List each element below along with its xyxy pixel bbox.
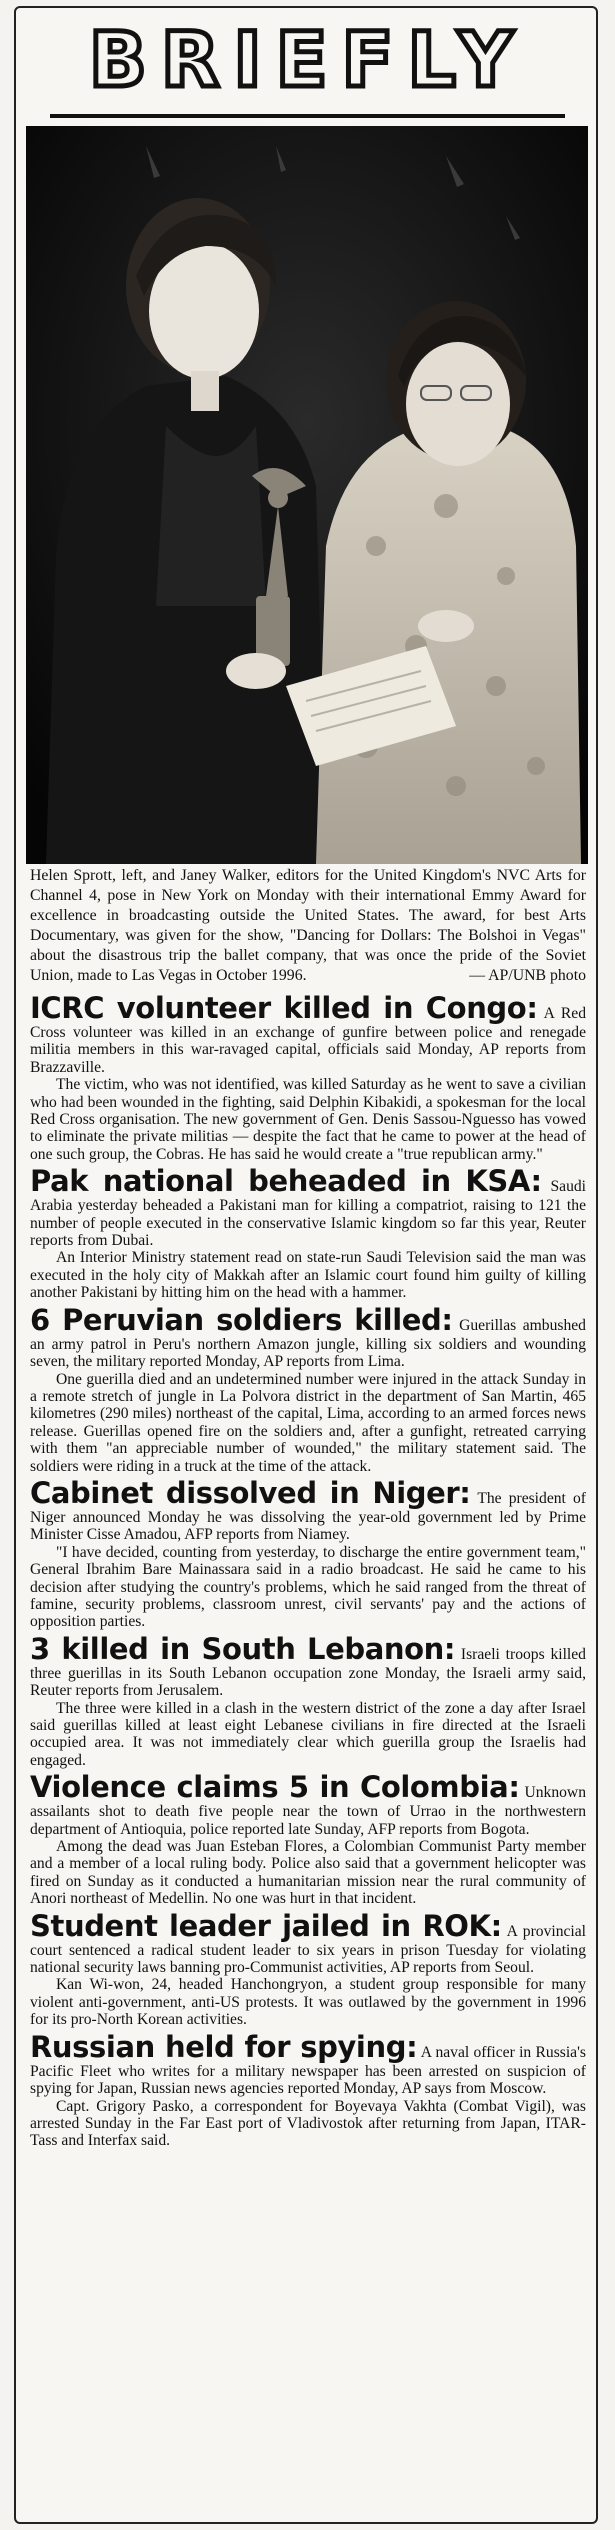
photo-caption [30, 866, 586, 986]
headline: Russian held for spying: [30, 2029, 418, 2064]
body-paragraph: The three were killed in a clash in the western district of the zone a day after Israel said guerillas killed at least eight Lebanese civilians in fire directed at the Israeli occupied area. It was not immediately clear which guerilla group the Israelis had engaged. [30, 1699, 586, 1769]
masthead [48, 10, 568, 110]
body-paragraph: Kan Wi-won, 24, headed Hanchongryon, a student group responsible for many violent anti-government, anti-US protests. It was outlawed by the government in 1996 for its pro-North Korean activities. [30, 1976, 586, 2029]
brief-niger [30, 1477, 586, 1631]
brief-russia [30, 2031, 586, 2150]
headline: 3 killed in South Lebanon: [30, 1631, 456, 1666]
brief-peru [30, 1304, 586, 1475]
body-paragraph: An Interior Ministry statement read on state-run Saudi Television said the man was executed in the holy city of Makkah after an Islamic court found him guilty of killing another Pakistani by hitting him on the head with a hammer. [30, 1249, 586, 1302]
lead-paragraph: Unknown assailants shot to death five people near the town of Urrao in the northwestern department of Antioquia, police reported late Sunday, AFP reports from Bogota. [30, 1784, 586, 1838]
headline: 6 Peruvian soldiers killed: [30, 1302, 453, 1337]
body-paragraph: The victim, who was not identified, was killed Saturday as he went to save a civilian who had been wounded in the fighting, said Delphin Kibakidi, a spokesman for the local Red Cross organisation. The new government of Gen. Denis Sassou-Nguesso has vowed to eliminate the private militias — despite the fact that he came to power at the head of one such group, the Cobras. He has said he would create a "true republican army." [30, 1076, 586, 1163]
body-paragraph: Among the dead was Juan Esteban Flores, a Colombian Communist Party member and a member of a local ruling body. Police also said that a government helicopter was fired on Sunday as it conducted a humanitarian mission near the rural community of Anori northeast of Medellin. No one was hurt in that incident. [30, 1838, 586, 1908]
headline: Cabinet dissolved in Niger: [30, 1475, 471, 1510]
lead-paragraph: A Red Cross volunteer was killed in an exchange of gunfire between police and renegade militia members in this war-ravaged capital, officials said Monday, AP reports from Brazzaville. [30, 1005, 586, 1076]
lead-paragraph: A provincial court sentenced a radical student leader to six years in prison Tuesday for violating national security laws banning pro-Communist activities, AP reports from Seoul. [30, 1922, 586, 1977]
masthead-rule [50, 114, 565, 118]
brief-ksa [30, 1165, 586, 1301]
headline: Violence claims 5 in Colombia: [30, 1770, 520, 1805]
brief-congo [30, 992, 586, 1163]
brief-lebanon [30, 1633, 586, 1769]
lead-paragraph: Guerillas ambushed an army patrol in Peru's northern Amazon jungle, killing six soldiers and wounding seven, the military reported Monday, AP reports from Lima. [30, 1316, 586, 1371]
lead-paragraph: Saudi Arabia yesterday beheaded a Pakistani man for killing a compatriot, raising to 121 the number of people executed in the conservative Islamic kingdom so far this year, Reuter reports from Dubai. [30, 1178, 586, 1250]
lead-paragraph: The president of Niger announced Monday he was dissolving the year-old government led by Prime Minister Cisse Amadou, AFP reports from Niamey. [30, 1489, 586, 1544]
body-paragraph: One guerilla died and an undetermined number were injured in the attack Sunday in a remote stretch of jungle in La Polvora district in the department of San Martin, 465 kilometres (290 miles) northeast of the capital, Lima, according to an armed forces news release. Guerillas opened fire on the soldiers and, after a gunfight, retreated carrying with them "an appreciable number of wounded," the military statement said. The soldiers were riding in a truck at the time of the attack. [30, 1370, 586, 1475]
headline: Student leader jailed in ROK: [30, 1908, 502, 1943]
lead-paragraph: Israeli troops killed three guerillas in its South Lebanon occupation zone Monday, the Israeli army said, Reuter reports from Jerusalem. [30, 1645, 586, 1700]
caption-text: Helen Sprott, left, and Janey Walker, editors for the United Kingdom's NVC Arts for Channel 4, pose in New York on Monday with their international Emmy Award for excellence in broadcasting outside the United States. The award, for best Arts Documentary, was given for the show, "Dancing for Dollars: The Bolshoi in Vegas" about the disastrous trip the ballet company, that was once the pride of the Soviet Union, made to Las Vegas in October 1996. [30, 867, 586, 984]
masthead-title: BRIEFLY [88, 15, 528, 104]
body-paragraph: Capt. Grigory Pasko, a correspondent for Boyevaya Vakhta (Combat Vigil), was arrested Sunday in the Far East port of Vladivostok after returning from Japan, ITAR-Tass and Interfax said. [30, 2097, 586, 2150]
headline: ICRC volunteer killed in Congo: [30, 991, 538, 1025]
briefs-list [30, 992, 586, 2150]
lead-paragraph: A naval officer in Russia's Pacific Fleet who writes for a military newspaper has been arrested on suspicion of spying for Japan, Russian news agencies reported Monday, AP says from Moscow. [30, 2043, 586, 2098]
headline: Pak national beheaded in KSA: [30, 1164, 542, 1199]
photo-illustration [26, 126, 588, 864]
brief-rok [30, 1910, 586, 2029]
photo-credit: — AP/UNB photo [469, 967, 586, 984]
award-photo [26, 126, 588, 864]
brief-colombia [30, 1771, 586, 1907]
body-paragraph: "I have decided, counting from yesterday, to discharge the entire government team," General Ibrahim Bare Mainassara said in a radio broadcast. He said he came to his decision after studying the country's problems, which he said ranged from the threat of famine, security problems, classroom unrest, civil servants' pay and the actions of opposition parties. [30, 1543, 586, 1631]
